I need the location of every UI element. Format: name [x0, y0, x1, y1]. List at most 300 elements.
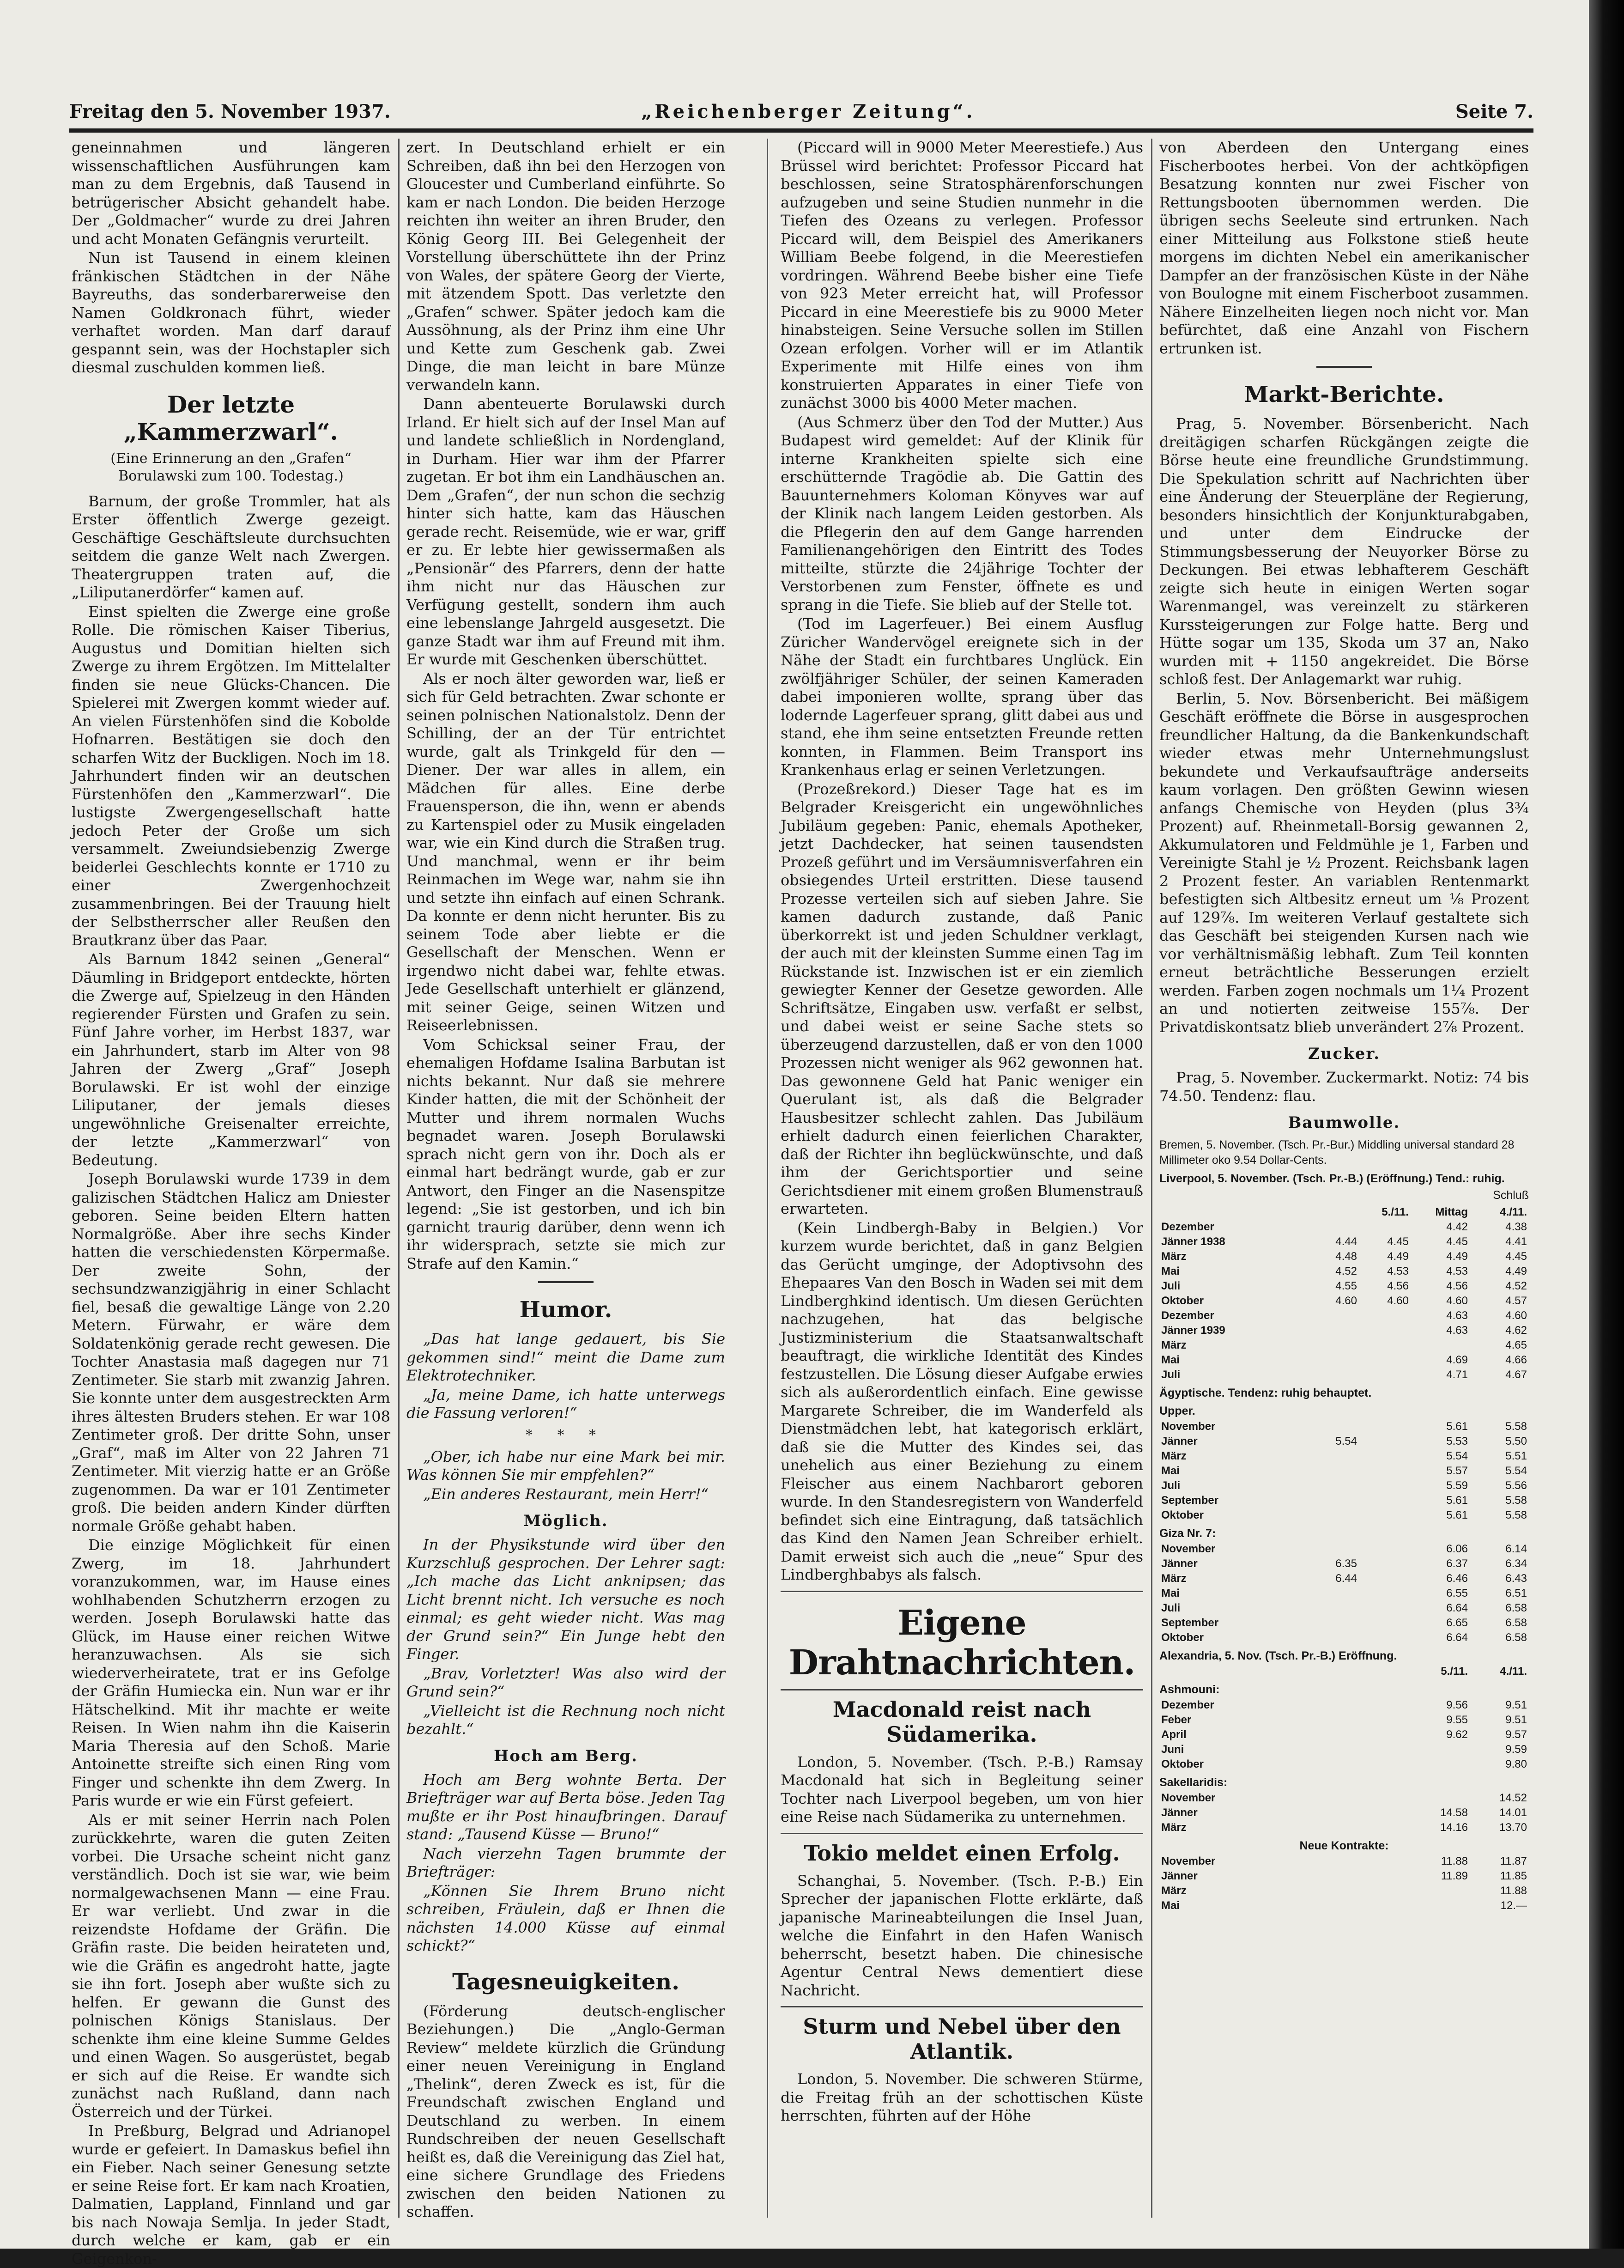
article-separator [1316, 366, 1372, 368]
table-cell [1411, 1742, 1470, 1757]
joke-title: Möglich. [523, 1512, 608, 1530]
table-cell: 4.49 [1387, 1250, 1409, 1263]
issue-date: Freitag den 5. November 1937. [69, 101, 391, 122]
table-row-label: Mai [1161, 1354, 1180, 1366]
table-header-cell [1159, 1205, 1300, 1220]
table-row [1159, 1493, 1529, 1508]
table-row-label: Jänner 1938 [1161, 1235, 1225, 1248]
article-paragraph: geneinnahmen und längeren wissenschaftlichen Ausführungen kam man zu dem Ergebnis, daß Tausend in betrügerischer Absicht gehandelt habe. Der „Goldmacher“ wurde zu drei Jahren und acht Monaten Gefängnis verurteilt. [72, 139, 390, 248]
table-cell: 9.51 [1505, 1714, 1527, 1726]
story-headline: Macdonald reist nach Südamerika. [832, 1696, 1091, 1747]
table-row [1159, 1353, 1529, 1368]
section-title-drahtnachrichten: Eigene Drahtnachrichten. [788, 1603, 1135, 1683]
table-row-label: Juni [1161, 1743, 1184, 1756]
article-paragraph: Barnum, der große Trommler, hat als Erster öffentlich Zwerge gezeigt. Geschäftige Geschäftsleute durchsuchten seitdem die ganze Welt nach Zwergen. Theatergruppen traten auf, die „Liliputanerdörfer“ kamen auf. [72, 492, 390, 601]
table-row-label: Jänner [1161, 1870, 1198, 1882]
joke-paragraph: Hoch am Berg wohnte Berta. Der Briefträger war auf Berta böse. Jeden Tag mußte er ihr Post hinaufbringen. Darauf stand: „Tausend Küsse — Bruno!“ [406, 1770, 725, 1843]
table-cell: 4.66 [1505, 1354, 1527, 1366]
joke-paragraph: „Ja, meine Dame, ich hatte unterwegs die Fassung verloren!“ [406, 1386, 725, 1422]
table-cell: 4.67 [1505, 1368, 1527, 1381]
table-row-label: Dezember [1161, 1309, 1214, 1322]
table-row-label: März [1161, 1250, 1187, 1263]
table-cell: 11.88 [1441, 1855, 1468, 1867]
table-row-label: Dezember [1161, 1699, 1214, 1711]
page-number: Seite 7. [1455, 101, 1533, 122]
table-row-label: November [1161, 1420, 1216, 1433]
table-cell: 6.44 [1335, 1572, 1357, 1585]
table-cell: 13.70 [1499, 1821, 1527, 1834]
section-title-humor: Humor. [519, 1297, 612, 1323]
table-cell: 6.06 [1446, 1543, 1468, 1555]
table-row-label: Jänner [1161, 1435, 1198, 1447]
table-cell [1300, 1601, 1359, 1616]
table-row [1159, 1220, 1529, 1234]
table-cell: 4.60 [1446, 1295, 1468, 1307]
table-row [1159, 1419, 1529, 1434]
article-paragraph: Joseph Borulawski wurde 1739 in dem galizischen Städtchen Halicz am Dniester geboren. Seine beiden Eltern hatten Normalgröße. Aber ihre sechs Kinder hatten die verschiedensten Körpermaße. Der zweite Sohn, der sechsundzwanzigjährig in einer Schlacht fiel, besaß die gewaltige Länge von 2.20 Metern. Fürwahr, er wäre dem Soldatenkönig gerade recht gewesen. Die Tochter Anastasia maß dagegen nur 71 Zentimeter. Sie starb mit zwanzig Jahren. Sie konnte unter dem ausgestreckten Arm ihres ältesten Bruders stehen. Er war 108 Zentimeter groß. Der dritte Sohn, unser „Graf“, maß im Alter von 22 Jahren 71 Zentimeter. Mit vierzig hatte er an Größe zugenommen. Da war er 101 Zentimeter groß. Die beiden andern Kinder dürften normale Größe gehabt haben. [72, 1170, 390, 1535]
table-cell [1300, 1464, 1359, 1478]
table-cell: 4.63 [1446, 1324, 1468, 1337]
table-cell: 6.58 [1505, 1617, 1527, 1629]
table-row [1159, 1713, 1529, 1727]
table-cell: 4.45 [1387, 1235, 1409, 1248]
neue-kontrakte-table [1159, 1854, 1529, 1913]
table-header-cell: 4./11. [1500, 1206, 1527, 1218]
table-row-label: März [1161, 1821, 1187, 1834]
table-cell: 5.54 [1335, 1435, 1357, 1447]
table-cell [1300, 1869, 1411, 1884]
table-cell [1300, 1630, 1359, 1645]
news-paragraph: (Tod im Lagerfeuer.) Bei einem Ausflug Züricher Wandervögel ereignete sich in der Nähe der Stadt ein furchtbares Unglück. Ein zwölfjähriger Schüler, der seinen Kameraden dabei imponieren wollte, sprang über das lodernde Lagerfeuer sprang, glitt dabei aus und stand, ehe ihm seine entsetzten Freunde retten konnten, in Flammen. Beim Transport ins Krankenhaus erlag er seinen Verletzungen. [781, 615, 1143, 778]
table-cell: 14.52 [1499, 1792, 1527, 1804]
table-cell: 14.01 [1499, 1806, 1527, 1819]
sakellaridis-table [1159, 1791, 1529, 1835]
table-cell: 4.69 [1446, 1354, 1468, 1366]
table-heading: Ägyptische. Tendenz: ruhig behauptet. [1159, 1386, 1372, 1399]
table-cell: 5.58 [1505, 1509, 1527, 1521]
table-row-label: Oktober [1161, 1758, 1204, 1770]
table-cell [1411, 1338, 1470, 1353]
table-row [1159, 1542, 1529, 1557]
news-paragraph: (Kein Lindbergh-Baby in Belgien.) Vor kurzem wurde berichtet, daß in ganz Belgien das Gerücht umginge, der Adoptivsohn des Ehepaares Van den Bosch in Waden sei mit dem Lindberghkind identisch. Um diesen Gerüchten nachzugehen, hat das belgische Justizministerium die Staatsanwaltschaft beauftragt, die wirkliche Identität des Kindes festzustellen. Die Lösung dieser Aufgabe erwies sich als außerordentlich einfach. Eine gewisse Margarete Schreiber, die im Wanderfeld als Dienstmädchen lebt, hat kategorisch erklärt, daß sie die Mutter des Kindes sei, das unehelich aus einer Beziehung zu einem Fleischer aus einem Nachbarort geboren wurde. In den Standesregistern von Wanderfeld befindet sich eine Eintragung, daß tatsächlich das Kind den Namen Jean Schreiber erhielt. Damit erweist sich auch die „neue“ Spur des Lindberghbabys als falsch. [781, 1219, 1143, 1583]
table-cell: 5.59 [1446, 1479, 1468, 1492]
table-row-label: September [1161, 1494, 1219, 1507]
table-cell: 4.45 [1505, 1250, 1527, 1263]
table-cell: 6.65 [1446, 1617, 1468, 1629]
table-cell [1300, 1308, 1359, 1323]
table-row [1159, 1869, 1529, 1884]
article-paragraph: Nun ist Tausend in einem kleinen fränkischen Städtchen in der Nähe Bayreuths, das sonderbarerweise den Namen Goldkronach führt, wieder verhaftet worden. Man darf darauf gespannt sein, was der Hochstapler sich diesmal zuschulden kommen ließ. [72, 249, 390, 376]
table-cell: 11.88 [1500, 1885, 1527, 1897]
table-cell: 4.44 [1335, 1235, 1357, 1248]
table-row-label: Jänner [1161, 1806, 1198, 1819]
section-rule [781, 1689, 1143, 1690]
table-header-cell [1300, 1205, 1359, 1220]
table-cell: 4.60 [1335, 1295, 1357, 1307]
table-header-cell: 5./11. [1382, 1206, 1409, 1218]
column-1 [72, 139, 390, 2268]
table-cell [1300, 1884, 1411, 1898]
table-cell [1359, 1601, 1411, 1616]
table-subheading: Upper. [1159, 1405, 1195, 1417]
table-cell: 4.52 [1335, 1265, 1357, 1277]
table-header-cell: 5./11. [1441, 1665, 1468, 1678]
table-cell [1359, 1616, 1411, 1630]
table-cell [1411, 1898, 1470, 1913]
header-rule [69, 128, 1533, 133]
table-row [1159, 1630, 1529, 1645]
table-cell [1411, 1791, 1470, 1806]
table-cell: 4.41 [1505, 1235, 1527, 1248]
table-cell: 6.35 [1335, 1557, 1357, 1570]
column-3 [781, 139, 1143, 2236]
table-cell: 5.58 [1505, 1494, 1527, 1507]
table-row [1159, 1449, 1529, 1464]
table-header-cell: 4./11. [1500, 1665, 1527, 1678]
joke-paragraph: „Das hat lange gedauert, bis Sie gekommen sind!“ meint die Dame zum Elektrotechniker. [406, 1330, 725, 1384]
table-cell: 4.42 [1446, 1221, 1468, 1233]
table-cell [1300, 1727, 1411, 1742]
table-cell: 4.60 [1505, 1309, 1527, 1322]
story-headline: Tokio meldet einen Erfolg. [804, 1840, 1120, 1866]
table-row [1159, 1264, 1529, 1279]
table-cell: 4.38 [1505, 1221, 1527, 1233]
column-2 [406, 139, 725, 2236]
table-row [1159, 1586, 1529, 1601]
table-row-label: Mai [1161, 1899, 1180, 1912]
table-row-label: April [1161, 1728, 1187, 1741]
table-row-label: Dezember [1161, 1221, 1214, 1233]
section-title-tagesneuigkeiten: Tagesneuigkeiten. [452, 1969, 679, 1995]
table-cell: 5.61 [1446, 1509, 1468, 1521]
news-paragraph: London, 5. November. (Tsch. P.-B.) Ramsay Macdonald hat sich in Begleitung seiner Tochter nach Liverpool begeben, um von hier eine Reise nach Südamerika zu unternehmen. [781, 1753, 1143, 1825]
table-cell [1359, 1368, 1411, 1382]
table-cell [1300, 1698, 1411, 1713]
table-cell [1300, 1757, 1411, 1772]
table-cell: 6.64 [1446, 1631, 1468, 1644]
table-cell [1300, 1338, 1359, 1353]
table-row [1159, 1898, 1529, 1913]
table-heading: Alexandria, 5. Nov. (Tsch. Pr.-B.) Eröffnung. [1159, 1649, 1397, 1662]
joke-paragraph: „Können Sie Ihrem Bruno nicht schreiben, Fräulein, daß er Ihnen die nächsten 14.000 Küsse auf einmal schickt?“ [406, 1882, 725, 1954]
table-cell [1300, 1542, 1359, 1557]
table-cell: 4.65 [1505, 1339, 1527, 1351]
table-cell [1359, 1338, 1411, 1353]
table-cell: 6.43 [1505, 1572, 1527, 1585]
newspaper-name: „Reichenberger Zeitung“. [641, 101, 976, 122]
liverpool-table [1159, 1205, 1529, 1382]
story-headline: Sturm und Nebel über den Atlantik. [803, 2014, 1121, 2064]
table-row [1159, 1249, 1529, 1264]
table-cell [1300, 1806, 1411, 1820]
masthead [69, 101, 1533, 128]
table-row-label: Juli [1161, 1280, 1181, 1292]
table-row [1159, 1508, 1529, 1523]
table-row [1159, 1616, 1529, 1630]
table-row [1159, 1820, 1529, 1835]
table-cell: 9.80 [1505, 1758, 1527, 1770]
ashmouni-table [1159, 1698, 1529, 1772]
table-cell: 4.53 [1387, 1265, 1409, 1277]
table-row [1159, 1308, 1529, 1323]
news-paragraph: von Aberdeen den Untergang eines Fischerbootes herbei. Von der achtköpfigen Besatzung konnten nur zwei Fischer von Rettungsbooten übernommen werden. Die übrigen sechs Seeleute sind ertrunken. Nach einer Mitteilung aus Folkstone stieß heute morgens im dichten Nebel ein amerikanischer Dampfer an der französischen Küste in der Nähe von Boulogne mit einem Fischerboot zusammen. Nähere Einzelheiten liegen noch nicht vor. Man befürchtet, daß eine Anzahl von Fischern ertrunken ist. [1159, 139, 1529, 357]
table-row [1159, 1571, 1529, 1586]
table-row [1159, 1557, 1529, 1571]
table-cell: 4.56 [1387, 1280, 1409, 1292]
joke-paragraph: In der Physikstunde wird über den Kurzschluß gesprochen. Der Lehrer sagt: „Ich mache das Licht anknipsen; das Licht brennt nicht. Ich versuche es noch einmal; es geht wieder nicht. Was mag der Grund sein?“ Ein Junge hebt den Finger. [406, 1536, 725, 1663]
table-row [1159, 1742, 1529, 1757]
table-subheading: Sakellaridis: [1159, 1776, 1228, 1789]
table-row [1159, 1727, 1529, 1742]
table-row-label: Juli [1161, 1602, 1181, 1614]
table-cell: 9.62 [1446, 1728, 1468, 1741]
table-cell [1300, 1820, 1411, 1835]
table-cell [1300, 1353, 1359, 1368]
table-row [1159, 1338, 1529, 1353]
table-cell: 4.60 [1387, 1295, 1409, 1307]
table-cell [1300, 1854, 1411, 1869]
table-row [1159, 1884, 1529, 1898]
table-row [1159, 1757, 1529, 1772]
table-row-label: Oktober [1161, 1631, 1204, 1644]
table-cell: 5.53 [1446, 1435, 1468, 1447]
market-heading-baumwolle: Baumwolle. [1288, 1113, 1400, 1132]
table-subheading: Giza Nr. 7: [1159, 1527, 1216, 1540]
table-row-label: März [1161, 1885, 1187, 1897]
table-cell: 5.56 [1505, 1479, 1527, 1492]
joke-paragraph: „Vielleicht ist die Rechnung noch nicht bezahlt.“ [406, 1702, 725, 1738]
table-cell: 6.58 [1505, 1602, 1527, 1614]
news-paragraph: (Förderung deutsch-englischer Beziehungen.) Die „Anglo-German Review“ meldete kürzlich die Gründung einer neuen Vereinigung in England „Thelink“, deren Zweck es ist, für die Freundschaft zwischen England und Deutschland zu werben. In einem Rundschreiben der neuen Gesellschaft heißt es, daß die Vereinigung das Ziel hat, eine sichere Grundlage des Friedens zwischen den beiden Nationen zu schaffen. [406, 2002, 725, 2220]
table-cell: 9.55 [1446, 1714, 1468, 1726]
article-paragraph: zert. In Deutschland erhielt er ein Schreiben, daß ihn bei den Herzogen von Gloucester und Cumberland einführte. So kam er nach London. Die beiden Herzoge reichten ihn weiter an ihren Bruder, den König Georg III. Bei Gelegenheit der Vorstellung überschüttete ihn der Prinz von Wales, der spätere Georg der Vierte, mit ätzendem Spott. Das verletzte den „Grafen“ schwer. Später jedoch kam die Aussöhnung, als der Prinz ihm eine Uhr und Kette zum Geschenk gab. Zwei Dinge, die man leicht in bare Münze verwandeln kann. [406, 139, 725, 394]
giza-table [1159, 1542, 1529, 1645]
upper-table [1159, 1419, 1529, 1523]
table-header-cell: Mittag [1435, 1206, 1468, 1218]
table-cell: 4.57 [1505, 1295, 1527, 1307]
table-row-label: Jänner 1939 [1161, 1324, 1225, 1337]
table-cell [1359, 1586, 1411, 1601]
table-cell [1359, 1571, 1411, 1586]
table-row [1159, 1791, 1529, 1806]
table-row [1159, 1806, 1529, 1820]
table-row-label: Oktober [1161, 1509, 1204, 1521]
table-cell: 4.63 [1446, 1309, 1468, 1322]
table-cell: 4.56 [1446, 1280, 1468, 1292]
table-cell: 6.64 [1446, 1602, 1468, 1614]
table-row [1159, 1279, 1529, 1294]
news-paragraph: (Aus Schmerz über den Tod der Mutter.) Aus Budapest wird gemeldet: Auf der Klinik für interne Krankheiten spielte sich eine erschütternde Tragödie ab. Die Gattin des Bauunternehmers Koloman Könyves war auf der Klinik nach langem Leiden gestorben. Als die Pflegerin den auf dem Gange harrenden Familienangehörigen den Eintritt des Todes mitteilte, stürzte die 24jährige Tochter der Verstorbenen zum Fenster, öffnete es und sprang in die Tiefe. Sie blieb auf der Stelle tot. [781, 413, 1143, 614]
table-row [1159, 1464, 1529, 1478]
table-row-label: März [1161, 1572, 1187, 1585]
table-row [1159, 1294, 1529, 1308]
table-cell [1359, 1419, 1411, 1434]
table-cell [1359, 1542, 1411, 1557]
column-divider [1151, 139, 1152, 2218]
table-row-label: Juli [1161, 1479, 1181, 1492]
table-cell [1300, 1713, 1411, 1727]
table-cell: 5.57 [1446, 1465, 1468, 1477]
article-paragraph: Dann abenteuerte Borulawski durch Irland. Er hielt sich auf der Insel Man auf und landete schließlich in Nordengland, in Durham. Hier war ihm der Pfarrer zugetan. Er bot ihm ein Landhäuschen an. Dem „Grafen“, der nun schon die sechzig hinter sich hatte, kam das Häuschen gerade recht. Reisemüde, wie er war, griff er zu. Er lebte hier gewissermaßen als „Pensionär“ des Pfarrers, denn der hatte ihm nicht nur das Häuschen zur Verfügung gestellt, sondern ihm auch eine lebenslange Jahrgeld ausgesetzt. Die ganze Stadt war ihm auf Freund mit ihm. Er wurde mit Geschenken überschüttet. [406, 395, 725, 668]
table-cell: 6.34 [1505, 1557, 1527, 1570]
table-cell [1359, 1220, 1411, 1234]
table-cell [1300, 1323, 1359, 1338]
table-cell: 6.46 [1446, 1572, 1468, 1585]
table-cell: 4.48 [1335, 1250, 1357, 1263]
table-cell [1411, 1757, 1470, 1772]
column-4 [1159, 139, 1529, 2236]
table-row-label: Juli [1161, 1368, 1181, 1381]
table-cell [1300, 1586, 1359, 1601]
article-paragraph: Einst spielten die Zwerge eine große Rolle. Die römischen Kaiser Tiberius, Augustus und Domitian hielten sich Zwerge zu ihrem Ergötzen. Im Mittelalter finden sie neue Glücks-Chancen. Die Spielerei mit Zwergen kommt wieder auf. An vielen Fürstenhöfen sind die Kobolde Hofnarren. Bestätigen sie doch den scharfen Witz der Buckligen. Noch im 18. Jahrhundert finden wir an deutschen Fürstenhöfen den „Kammerzwarl“. Die lustigste Zwergengesellschaft hatte jedoch Peter der Große um sich versammelt. Zweiundsiebenzig Zwerge beiderlei Geschlechts konnte er 1710 zu einer Zwergenhochzeit zusammenbringen. Bei der Trauung hielt der Selbstherrscher aller Reußen den Brautkranz über das Paar. [72, 602, 390, 949]
article-paragraph: In Preßburg, Belgrad und Adrianopel wurde er gefeiert. In Damaskus befiel ihn ein Fieber. Nach seiner Genesung setzte er seine Reise fort. Er kam nach Kroatien, Dalmatien, Lappland, Finnland und gar bis nach Nowaja Semlja. In jeder Stadt, durch welche er kam, gab er ein Geigenkon- [72, 2122, 390, 2268]
market-heading-zucker: Zucker. [1308, 1045, 1381, 1063]
table-cell: 4.45 [1446, 1235, 1468, 1248]
table-cell: 5.54 [1505, 1465, 1527, 1477]
table-row [1159, 1434, 1529, 1449]
table-cell [1300, 1419, 1359, 1434]
table-cell [1359, 1323, 1411, 1338]
table-cell [1300, 1493, 1359, 1508]
table-cell: 4.55 [1335, 1280, 1357, 1292]
table-cell [1359, 1353, 1411, 1368]
table-row-label: Oktober [1161, 1295, 1204, 1307]
story-rule [781, 2006, 1143, 2007]
market-paragraph: Prag, 5. November. Börsenbericht. Nach dreitägigen scharfen Rückgängen zeigte die Börse heute eine freundliche Grundstimmung. Die Spekulation schritt auf Nachrichten über eine Änderung der Steuerpläne der Regierung, besonders hinsichtlich der Konjunkturabgaben, und unter dem Eindrucke der Stimmungsbesserung der Neuyorker Börse zu Deckungen. Bei etwas lebhafterem Geschäft zeigte sich heute in einigen Werten sogar Warenmangel, was vereinzelt zu stärkeren Kurssteigerungen zur Folge hatte. Berg und Hütte sogar um 135, Skoda um 37 an, Nako wurden mit + 1150 angekreidet. Die Börse schloß fest. Der Anlagemarkt war ruhig. [1159, 415, 1529, 688]
article-paragraph: Die einzige Möglichkeit für einen Zwerg, im 18. Jahrhundert voranzukommen, war, im Hause eines wohlhabenden Schutzherrn erzogen zu werden. Joseph Borulawski hatte das Glück, im Hause einer reichen Witwe heranzuwachsen. Als sie sich wiederverheiratete, trat er ins Gefolge der Gräfin Humiecka ein. Nun war er ihr Hätschelkind. Mit ihr machte er weite Reisen. In Wien nahm ihn die Kaiserin Maria Theresia auf den Schoß. Marie Antoinette streifte sich einen Ring vom Finger und schenkte ihn dem Zwerg. In Paris wurde er wie ein Fürst gefeiert. [72, 1536, 390, 1809]
article-subtitle: (Eine Erinnerung an den „Grafen“ Borulawski zum 100. Todestag.) [110, 450, 351, 484]
news-paragraph: London, 5. November. Die schweren Stürme, die Freitag früh an der schottischen Küste herrschten, führten auf der Höhe [781, 2070, 1143, 2124]
table-row-label: Mai [1161, 1265, 1180, 1277]
table-row-label: November [1161, 1855, 1216, 1867]
table-cell [1359, 1557, 1411, 1571]
news-paragraph: Schanghai, 5. November. (Tsch. P.-B.) Ein Sprecher der japanischen Flotte erklärte, daß japanische Marineabteilungen die Insel Juan, welche die Einfahrt in den Hafen Wanisch beherrscht, besetzt haben. Die chinesische Agentur Central News dementiert diese Nachricht. [781, 1872, 1143, 1999]
table-row [1159, 1323, 1529, 1338]
table-cell: 5.58 [1505, 1420, 1527, 1433]
table-cell: 6.37 [1446, 1557, 1468, 1570]
joke-paragraph: Nach vierzehn Tagen brummte der Briefträger: [406, 1844, 725, 1880]
table-cell: 9.57 [1505, 1728, 1527, 1741]
article-separator [538, 1281, 594, 1283]
table-cell [1359, 1449, 1411, 1464]
table-row-label: November [1161, 1543, 1216, 1555]
joke-paragraph: „Brav, Vorletzter! Was also wird der Grund sein?“ [406, 1664, 725, 1700]
table-header-cell [1159, 1664, 1411, 1679]
market-paragraph: Prag, 5. November. Zuckermarkt. Notiz: 74 bis 74.50. Tendenz: flau. [1159, 1069, 1529, 1105]
table-cell [1300, 1478, 1359, 1493]
table-cell [1300, 1616, 1359, 1630]
table-cell: 5.51 [1505, 1450, 1527, 1462]
table-cell: 11.85 [1500, 1870, 1527, 1882]
table-cell: 9.56 [1446, 1699, 1468, 1711]
table-cell: 5.61 [1446, 1494, 1468, 1507]
table-cell [1300, 1508, 1359, 1523]
table-row-label: Jänner [1161, 1557, 1198, 1570]
table-cell: 9.59 [1505, 1743, 1527, 1756]
article-title: Der letzte „Kammerzwarl“. [124, 390, 338, 445]
table-cell: 6.14 [1505, 1543, 1527, 1555]
table-cell: 9.51 [1505, 1699, 1527, 1711]
table-cell: 6.55 [1446, 1587, 1468, 1599]
article-paragraph: Als er noch älter geworden war, ließ er sich für Geld betrachten. Zwar schonte er seinen polnischen Nationalstolz. Denn der Schilling, der an der Tür entrichtet wurde, galt als Trinkgeld für den — Diener. Der war alles in allem, ein Mädchen für alles. Eine derbe Frauensperson, die ihn, wenn er abends zu Kartenspiel oder zu Musik eingeladen war, wie ein Kind durch die Straßen trug. Und manchmal, wenn er ihr beim Reinmachen im Wege war, nahm sie ihn und setzte ihn einfach auf einen Schrank. Da konnte er denn nicht herunter. Bis zu seinem Tode aber liebte er die Gesellschaft der Menschen. Wenn er irgendwo nicht dabei war, fehlte etwas. Jede Gesellschaft unterhielt er glänzend, mit seiner Geige, seinen Witzen und Reiseerlebnissen. [406, 669, 725, 1034]
table-cell: 4.71 [1446, 1368, 1468, 1381]
table-cell [1359, 1308, 1411, 1323]
table-cell: 4.62 [1505, 1324, 1527, 1337]
table-cell: 4.49 [1446, 1250, 1468, 1263]
section-title-markt: Markt-Berichte. [1244, 382, 1444, 407]
table-heading: Liverpool, 5. November. (Tsch. Pr.-B.) (Eröffnung.) Tend.: ruhig. [1159, 1172, 1505, 1185]
table-cell [1359, 1493, 1411, 1508]
table-row [1159, 1698, 1529, 1713]
table-cell: 6.51 [1505, 1587, 1527, 1599]
table-cell: 5.50 [1505, 1435, 1527, 1447]
table-cell [1359, 1434, 1411, 1449]
table-cell [1359, 1464, 1411, 1478]
table-cell: 5.54 [1446, 1450, 1468, 1462]
alexandria-columns [1159, 1664, 1529, 1679]
table-subheading: Ashmouni: [1159, 1683, 1220, 1696]
table-row-label: Mai [1161, 1465, 1180, 1477]
table-cell [1300, 1742, 1411, 1757]
joke-paragraph: „Ein anderes Restaurant, mein Herr!“ [423, 1485, 709, 1503]
table-row-label: März [1161, 1450, 1187, 1462]
table-cell [1359, 1630, 1411, 1645]
table-cell [1300, 1368, 1359, 1382]
news-paragraph: (Prozeßrekord.) Dieser Tage hat es im Belgrader Kreisgericht ein ungewöhnliches Jubiläum gegeben: Panic, ehemals Apotheker, jetzt Dachdecker, hat seinen tausendsten Prozeß geführt und im Versäumnisverfahren ein obsiegendes Urteil erstritten. Diese tausend Prozesse verteilen sich auf sieben Jahre. Sie kamen dadurch zustande, daß Panic überkorrekt ist und jeden Schuldner verklagt, der auch mit der kleinsten Summe einen Tag im Rückstande ist. Inzwischen ist er ein ziemlich gewiegter Kenner der Gesetze geworden. Alle Schriftsätze, Eingaben usw. verfaßt er selbst, und dabei weist er seine Sache stets so überzeugend darzustellen, daß er von den 1000 Prozessen nicht weniger als 962 gewonnen hat. Das gewonnene Geld hat Panic weniger ein Querulant ist, als daß die Belgrader Hausbesitzer schlecht zahlen. Das Jubiläum erhielt dadurch einen feierlichen Charakter, daß der Richter ihn beglückwünschte, und daß ihm der Gerichtsportier und seine Gerichtsdiener mit einem großen Blumenstrauß erwarteten. [781, 780, 1143, 1217]
scan-edge [1589, 0, 1624, 2249]
section-rule [781, 1591, 1143, 1592]
table-row [1159, 1234, 1529, 1249]
table-row-label: Feber [1161, 1714, 1192, 1726]
joke-separator: * * * [525, 1427, 606, 1443]
table-row [1159, 1854, 1529, 1869]
table-cell: 11.89 [1441, 1870, 1468, 1882]
table-cell: 6.58 [1505, 1631, 1527, 1644]
column-divider [398, 139, 400, 2218]
article-paragraph: Als Barnum 1842 seinen „General“ Däumling in Bridgeport entdeckte, hörten die Zwerge auf, Spielzeug in den Händen regierender Fürsten und Grafen zu sein. Fünf Jahre vorher, im Herbst 1837, war ein Jahrhundert, starb im Alter von 98 Jahren der Zwerg „Graf“ Joseph Borulawski. Er ist wohl der einzige Liliputaner, der jemals dieses ungewöhnliche Greisenalter erreichte, der letzte „Kammerzwarl“ von Bedeutung. [72, 950, 390, 1169]
article-paragraph: Als er mit seiner Herrin nach Polen zurückkehrte, waren die guten Zeiten vorbei. Die Ursache scheint nicht ganz verständlich. Doch ist sie war, wie beim normalgewachsenen Mann — eine Frau. Er war verliebt. Und zwar in die reizendste Hofdame der Gräfin. Die Gräfin raste. Die beiden heirateten und, wie die Gräfin es angedroht hatte, jagte sie ihn fort. Joseph aber wußte sich zu helfen. Er gewann die Gunst des polnischen Königs Stanislaus. Der schenkte ihm eine kleine Summe Geldes und einen Wagen. So ausgerüstet, begab er sich auf die Reise. Er wandte sich zunächst nach Rußland, dann nach Österreich und der Türkei. [72, 1811, 390, 2121]
table-cell: 4.53 [1446, 1265, 1468, 1277]
table-row-label: Mai [1161, 1587, 1180, 1599]
table-cell: 14.58 [1440, 1806, 1468, 1819]
table-cell: 5.61 [1446, 1420, 1468, 1433]
table-row [1159, 1478, 1529, 1493]
table-subheading: Neue Kontrakte: [1299, 1839, 1389, 1852]
table-row-label: September [1161, 1617, 1219, 1629]
table-cell: 14.16 [1440, 1821, 1468, 1834]
table-cell: 4.49 [1505, 1265, 1527, 1277]
table-cell [1300, 1220, 1359, 1234]
market-note: Bremen, 5. November. (Tsch. Pr.-Bur.) Middling universal standard 28 Millimeter oko 9.54 Dollar-Cents. [1159, 1138, 1515, 1167]
table-cell: 11.87 [1500, 1855, 1527, 1867]
column-divider [767, 139, 768, 2218]
joke-paragraph: „Ober, ich habe nur eine Mark bei mir. Was können Sie mir empfehlen?“ [406, 1447, 725, 1484]
table-row-label: November [1161, 1792, 1216, 1804]
story-rule [781, 1833, 1143, 1834]
table-cell [1300, 1449, 1359, 1464]
table-cell [1300, 1898, 1411, 1913]
table-cell [1411, 1884, 1470, 1898]
article-paragraph: Vom Schicksal seiner Frau, der ehemaligen Hofdame Isalina Barbutan ist nichts bekannt. Nur daß sie mehrere Kinder hatten, die mit der Schönheit der Mutter und ihrem normalen Wuchs begnadet waren. Joseph Borulawski sprach nicht gern von ihr. Doch als er einmal hart bedrängt wurde, gab er zur Antwort, den Finger an die Nasenspitze legend: „Sie ist gestorben, und ich bin garnicht traurig darüber, denn wenn ich ihr widersprach, setzte sie mich zur Strafe auf den Kamin.“ [406, 1035, 725, 1272]
table-row-label: März [1161, 1339, 1187, 1351]
joke-title: Hoch am Berg. [494, 1746, 638, 1765]
table-row [1159, 1368, 1529, 1382]
table-cell: 4.52 [1505, 1280, 1527, 1292]
news-paragraph: (Piccard will in 9000 Meter Meerestiefe.) Aus Brüssel wird berichtet: Professor Piccard hat beschlossen, seine Stratosphärenforschungen aufzugeben und seine Studien nunmehr in die Tiefen des Ozeans zu verlegen. Professor Piccard will, dem Beispiel des Amerikaners William Beebe folgend, in die Meerestiefen vordringen. Während Beebe bisher eine Tiefe von 923 Meter erreicht hat, will Professor Piccard in eine Meerestiefe bis zu 9000 Meter hinabsteigen. Seine Versuche sollen im Stillen Ozean erfolgen. Vorher will er im Atlantik Experimente mit Hilfe eines von ihm konstruierten Apparates in einer Tiefe von zunächst 3000 bis 4000 Meter machen. [781, 139, 1143, 412]
table-row [1159, 1601, 1529, 1616]
table-cell [1359, 1508, 1411, 1523]
table-cell: 12.— [1500, 1899, 1527, 1912]
